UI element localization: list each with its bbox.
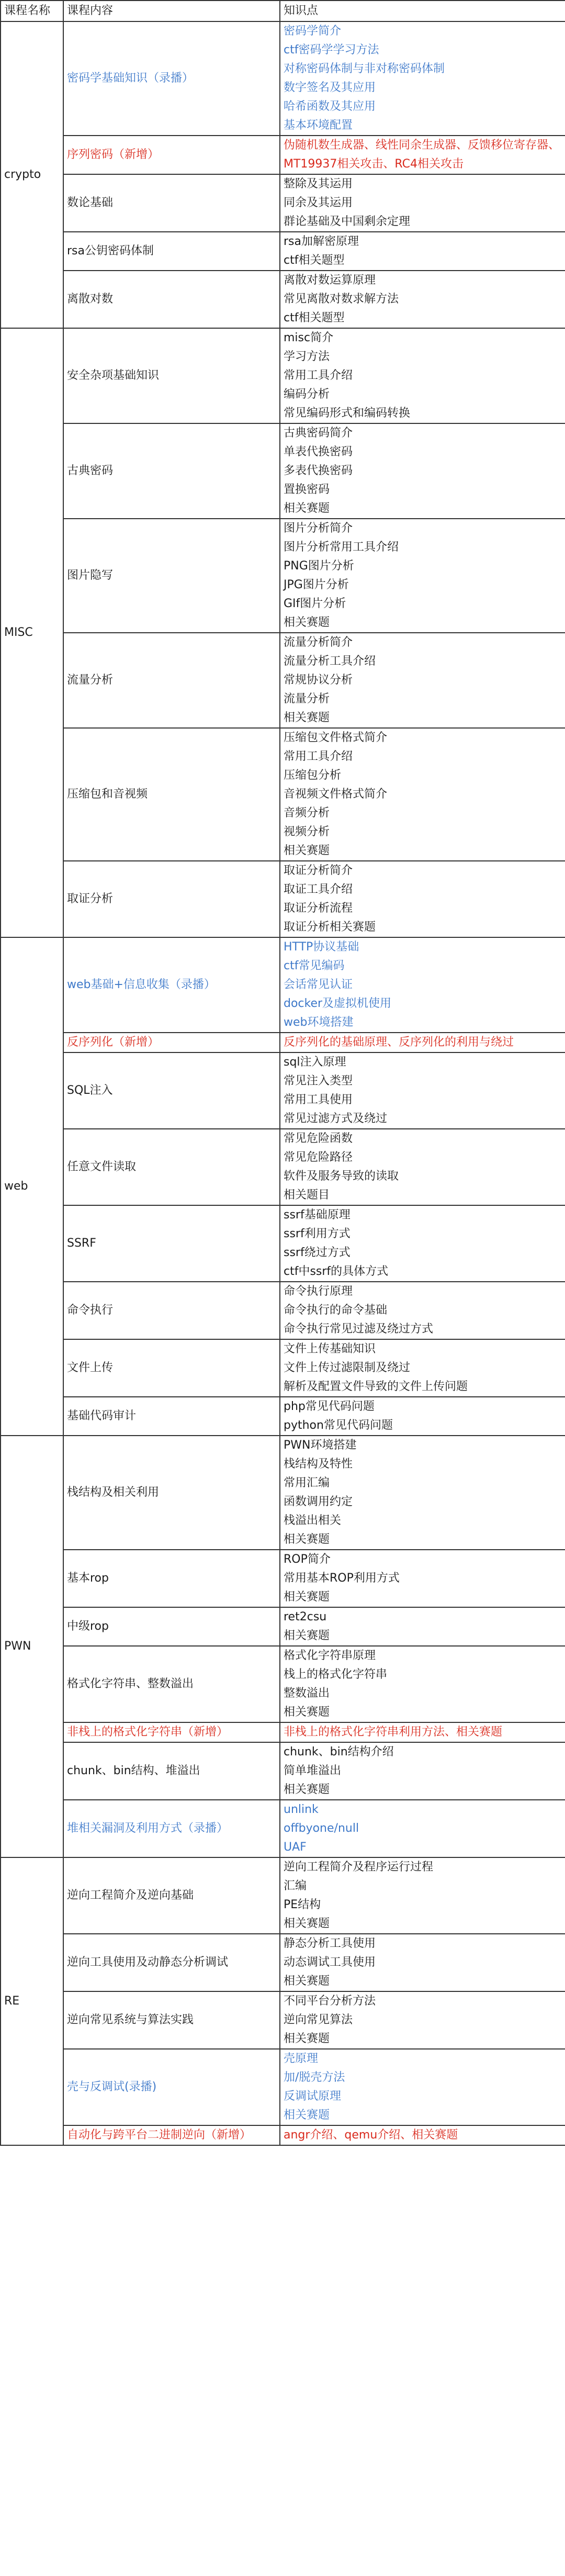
- course-title: 任意文件读取: [63, 1129, 280, 1205]
- knowledge-point: misc简介: [284, 331, 334, 344]
- course-row: [1, 1991, 565, 2049]
- knowledge-point: 图片分析常用工具介绍: [284, 541, 399, 554]
- course-title: 流量分析: [63, 633, 280, 728]
- course-title: 基础代码审计: [63, 1397, 280, 1436]
- course-row: [1, 2049, 565, 2125]
- knowledge-points: [280, 21, 565, 136]
- course-title: 取证分析: [63, 861, 280, 937]
- knowledge-point: 相关赛题: [284, 2032, 330, 2045]
- knowledge-point: 单表代换密码: [284, 445, 353, 458]
- course-row: [1, 1205, 565, 1282]
- course-title: 文件上传: [63, 1339, 280, 1397]
- course-title: 数论基础: [63, 174, 280, 232]
- knowledge-point: 壳原理: [284, 2052, 319, 2065]
- knowledge-point: 反序列化的基础原理、反序列化的利用与绕过: [284, 1036, 514, 1049]
- knowledge-point: 命令执行常见过滤及绕过方式: [284, 1323, 434, 1336]
- knowledge-point: 取证分析相关赛题: [284, 921, 376, 934]
- course-row: [1, 1857, 565, 1934]
- knowledge-point: PNG图片分析: [284, 559, 354, 573]
- knowledge-point: 压缩包文件格式简介: [284, 731, 388, 744]
- knowledge-point: 不同平台分析方法: [284, 1995, 376, 2008]
- knowledge-point: 离散对数运算原理: [284, 274, 376, 287]
- knowledge-point: 常见过滤方式及绕过: [284, 1112, 388, 1125]
- knowledge-points: [280, 271, 565, 328]
- knowledge-point: 命令执行原理: [284, 1285, 353, 1298]
- knowledge-point: 文件上传过滤限制及绕过: [284, 1361, 411, 1374]
- knowledge-point: ctf相关题型: [284, 254, 345, 267]
- knowledge-points: [280, 1052, 565, 1129]
- knowledge-point: ssrf利用方式: [284, 1227, 351, 1240]
- knowledge-point: 取证分析简介: [284, 864, 353, 877]
- knowledge-point: 压缩包分析: [284, 769, 342, 782]
- knowledge-point: 常见危险函数: [284, 1132, 353, 1145]
- knowledge-point: 常见编码形式和编码转换: [284, 407, 411, 420]
- knowledge-points: [280, 1205, 565, 1282]
- knowledge-points: [280, 1436, 565, 1550]
- course-title: 格式化字符串、整数溢出: [63, 1646, 280, 1722]
- knowledge-point: 数字签名及其应用: [284, 81, 376, 94]
- course-row: [1, 2125, 565, 2145]
- course-row: [1, 1397, 565, 1436]
- knowledge-points: [280, 2049, 565, 2125]
- knowledge-point: 静态分析工具使用: [284, 1937, 376, 1950]
- course-title: 安全杂项基础知识: [63, 328, 280, 423]
- knowledge-points: [280, 1033, 565, 1052]
- knowledge-point: 解析及配置文件导致的文件上传问题: [284, 1380, 468, 1393]
- course-row: [1, 1800, 565, 1857]
- knowledge-point: python常见代码问题: [284, 1419, 393, 1432]
- knowledge-point: 哈希函数及其应用: [284, 100, 376, 113]
- knowledge-point: docker及虚拟机使用: [284, 997, 392, 1010]
- course-title: 离散对数: [63, 271, 280, 328]
- knowledge-point: ctf相关题型: [284, 311, 345, 324]
- knowledge-points: [280, 861, 565, 937]
- course-row: [1, 1646, 565, 1722]
- knowledge-point: 函数调用约定: [284, 1495, 353, 1508]
- knowledge-point: angr介绍、qemu介绍、相关赛题: [284, 2129, 458, 2142]
- knowledge-point: 古典密码简介: [284, 427, 353, 440]
- course-title: 逆向工具使用及动静态分析调试: [63, 1934, 280, 1991]
- category-name: RE: [1, 1857, 63, 2145]
- course-row: [1, 1607, 565, 1646]
- knowledge-points: [280, 2125, 565, 2145]
- knowledge-point: 反调试原理: [284, 2090, 342, 2103]
- knowledge-point: 基本环境配置: [284, 119, 353, 132]
- knowledge-point: 相关题目: [284, 1189, 330, 1202]
- knowledge-point: 相关赛题: [284, 1591, 330, 1604]
- knowledge-point: web环境搭建: [284, 1016, 354, 1029]
- category-name: web: [1, 937, 63, 1436]
- knowledge-point: 相关赛题: [284, 616, 330, 629]
- knowledge-point: 常用工具使用: [284, 1093, 353, 1106]
- knowledge-points: [280, 1742, 565, 1800]
- course-title: 压缩包和音视频: [63, 728, 280, 861]
- knowledge-point: 加/脱壳方法: [284, 2071, 345, 2084]
- knowledge-point: ret2csu: [284, 1610, 327, 1623]
- knowledge-points: [280, 1800, 565, 1857]
- course-row: [1, 232, 565, 271]
- course-title: rsa公钥密码体制: [63, 232, 280, 271]
- knowledge-point: 栈溢出相关: [284, 1514, 342, 1527]
- knowledge-point: ctf密码学学习方法: [284, 43, 379, 57]
- knowledge-point: 同余及其运用: [284, 196, 353, 209]
- course-row: [1, 937, 565, 1033]
- knowledge-point: 取证分析流程: [284, 902, 353, 915]
- knowledge-point: 密码学简介: [284, 25, 342, 38]
- knowledge-points: [280, 1129, 565, 1205]
- course-title: 逆向工程简介及逆向基础: [63, 1857, 280, 1934]
- knowledge-points: [280, 174, 565, 232]
- knowledge-point: 常用汇编: [284, 1476, 330, 1489]
- knowledge-points: [280, 633, 565, 728]
- course-row: [1, 328, 565, 423]
- knowledge-point: 动态调试工具使用: [284, 1956, 376, 1969]
- knowledge-point: 常见注入类型: [284, 1074, 353, 1088]
- knowledge-point: ssrf绕过方式: [284, 1246, 351, 1259]
- knowledge-point: 编码分析: [284, 388, 330, 401]
- knowledge-point: 软件及服务导致的读取: [284, 1170, 399, 1183]
- knowledge-point: 常见危险路径: [284, 1151, 353, 1164]
- course-row: [1, 1436, 565, 1550]
- course-title: SQL注入: [63, 1052, 280, 1129]
- course-row: [1, 633, 565, 728]
- header-course: 课程内容: [63, 1, 280, 21]
- course-title: 命令执行: [63, 1282, 280, 1339]
- knowledge-point: php常见代码问题: [284, 1400, 375, 1413]
- course-title: 逆向常见系统与算法实践: [63, 1991, 280, 2049]
- knowledge-point: 图片分析简介: [284, 522, 353, 535]
- knowledge-point: 汇编: [284, 1879, 307, 1892]
- course-row: [1, 1722, 565, 1742]
- knowledge-point: 常用工具介绍: [284, 369, 353, 382]
- knowledge-point: 相关赛题: [284, 1975, 330, 1988]
- course-title: web基础+信息收集（录播）: [63, 937, 280, 1033]
- knowledge-point: 相关赛题: [284, 1783, 330, 1796]
- knowledge-points: [280, 136, 565, 174]
- course-title: chunk、bin结构、堆溢出: [63, 1742, 280, 1800]
- knowledge-points: [280, 1991, 565, 2049]
- knowledge-point: ctf中ssrf的具体方式: [284, 1265, 389, 1278]
- course-row: [1, 1742, 565, 1800]
- knowledge-point: 相关赛题: [284, 1533, 330, 1546]
- knowledge-points: [280, 728, 565, 861]
- course-row: [1, 1129, 565, 1205]
- knowledge-points: [280, 1339, 565, 1397]
- category-name: MISC: [1, 328, 63, 937]
- knowledge-points: [280, 232, 565, 271]
- knowledge-points: [280, 1550, 565, 1607]
- course-row: [1, 1052, 565, 1129]
- course-row: [1, 423, 565, 519]
- knowledge-point: 置换密码: [284, 483, 330, 496]
- course-row: [1, 519, 565, 633]
- course-title: 图片隐写: [63, 519, 280, 633]
- knowledge-point: PWN环境搭建: [284, 1439, 357, 1452]
- knowledge-point: 命令执行的命令基础: [284, 1304, 388, 1317]
- course-title: 栈结构及相关利用: [63, 1436, 280, 1550]
- knowledge-point: 非栈上的格式化字符串利用方法、相关赛题: [284, 1726, 503, 1739]
- knowledge-point: ssrf基础原理: [284, 1208, 351, 1222]
- knowledge-point: 简单堆溢出: [284, 1764, 342, 1777]
- course-title: SSRF: [63, 1205, 280, 1282]
- course-row: [1, 174, 565, 232]
- knowledge-points: [280, 1646, 565, 1722]
- course-title: 古典密码: [63, 423, 280, 519]
- knowledge-point: rsa加解密原理: [284, 235, 359, 248]
- knowledge-point: 栈结构及特性: [284, 1458, 353, 1471]
- knowledge-points: [280, 1934, 565, 1991]
- knowledge-point: 伪随机数生成器、线性同余生成器、反馈移位寄存器、MT19937相关攻击、RC4相关攻击: [284, 139, 560, 171]
- knowledge-point: 栈上的格式化字符串: [284, 1668, 388, 1681]
- knowledge-point: chunk、bin结构介绍: [284, 1745, 394, 1759]
- knowledge-point: 常规协议分析: [284, 674, 353, 687]
- knowledge-point: 对称密码体制与非对称密码体制: [284, 62, 445, 75]
- knowledge-point: 相关赛题: [284, 1629, 330, 1642]
- knowledge-point: 相关赛题: [284, 502, 330, 515]
- knowledge-point: 视频分析: [284, 825, 330, 838]
- course-row: [1, 21, 565, 136]
- course-row: [1, 136, 565, 174]
- knowledge-point: 流量分析: [284, 692, 330, 705]
- knowledge-point: 相关赛题: [284, 2109, 330, 2122]
- category-name: crypto: [1, 21, 63, 328]
- knowledge-points: [280, 423, 565, 519]
- knowledge-point: 相关赛题: [284, 1706, 330, 1719]
- knowledge-points: [280, 328, 565, 423]
- knowledge-point: 会话常见认证: [284, 978, 353, 991]
- knowledge-point: 相关赛题: [284, 1917, 330, 1930]
- knowledge-point: 整除及其运用: [284, 177, 353, 191]
- course-body: [1, 21, 565, 2145]
- course-title: 基本rop: [63, 1550, 280, 1607]
- knowledge-point: 常见离散对数求解方法: [284, 293, 399, 306]
- knowledge-point: PE结构: [284, 1898, 321, 1911]
- course-title: 序列密码（新增）: [63, 136, 280, 174]
- course-row: [1, 271, 565, 328]
- knowledge-points: [280, 937, 565, 1033]
- knowledge-point: 流量分析工具介绍: [284, 655, 376, 668]
- knowledge-point: 格式化字符串原理: [284, 1649, 376, 1662]
- course-row: [1, 1033, 565, 1052]
- category-name: PWN: [1, 1436, 63, 1857]
- course-title: 密码学基础知识（录播）: [63, 21, 280, 136]
- course-row: [1, 1550, 565, 1607]
- knowledge-point: 常用基本ROP利用方式: [284, 1572, 400, 1585]
- course-row: [1, 1934, 565, 1991]
- knowledge-points: [280, 1397, 565, 1436]
- knowledge-points: [280, 1282, 565, 1339]
- knowledge-points: [280, 519, 565, 633]
- knowledge-point: 多表代换密码: [284, 464, 353, 477]
- header-row: [1, 1, 565, 21]
- knowledge-point: UAF: [284, 1841, 307, 1854]
- course-title: 中级rop: [63, 1607, 280, 1646]
- header-points: 知识点: [280, 1, 565, 21]
- knowledge-points: [280, 1857, 565, 1934]
- knowledge-point: 相关赛题: [284, 844, 330, 857]
- course-title: 自动化与跨平台二进制逆向（新增）: [63, 2125, 280, 2145]
- knowledge-point: 文件上传基础知识: [284, 1342, 376, 1356]
- knowledge-point: unlink: [284, 1803, 319, 1816]
- course-title: 反序列化（新增）: [63, 1033, 280, 1052]
- knowledge-point: 逆向常见算法: [284, 2013, 353, 2026]
- knowledge-point: ctf常见编码: [284, 959, 345, 972]
- course-row: [1, 1339, 565, 1397]
- knowledge-point: ROP简介: [284, 1553, 331, 1566]
- knowledge-point: JPG图片分析: [284, 578, 349, 591]
- knowledge-points: [280, 1722, 565, 1742]
- course-row: [1, 728, 565, 861]
- knowledge-point: offbyone/null: [284, 1822, 359, 1835]
- course-row: [1, 1282, 565, 1339]
- course-title: 壳与反调试(录播): [63, 2049, 280, 2125]
- knowledge-point: 学习方法: [284, 350, 330, 363]
- knowledge-point: 取证工具介绍: [284, 883, 353, 896]
- knowledge-point: 群论基础及中国剩余定理: [284, 215, 411, 228]
- knowledge-point: 流量分析简介: [284, 636, 353, 649]
- course-title: 堆相关漏洞及利用方式（录播）: [63, 1800, 280, 1857]
- header-category: 课程名称: [1, 1, 63, 21]
- knowledge-point: 相关赛题: [284, 711, 330, 724]
- knowledge-point: 音频分析: [284, 807, 330, 820]
- knowledge-point: 整数溢出: [284, 1687, 330, 1700]
- course-row: [1, 861, 565, 937]
- knowledge-point: 常用工具介绍: [284, 750, 353, 763]
- knowledge-point: 音视频文件格式简介: [284, 788, 388, 801]
- knowledge-points: [280, 1607, 565, 1646]
- knowledge-point: HTTP协议基础: [284, 940, 359, 954]
- knowledge-point: sql注入原理: [284, 1056, 346, 1069]
- knowledge-point: 逆向工程简介及程序运行过程: [284, 1861, 434, 1874]
- course-title: 非栈上的格式化字符串（新增）: [63, 1722, 280, 1742]
- knowledge-point: GIf图片分析: [284, 597, 346, 610]
